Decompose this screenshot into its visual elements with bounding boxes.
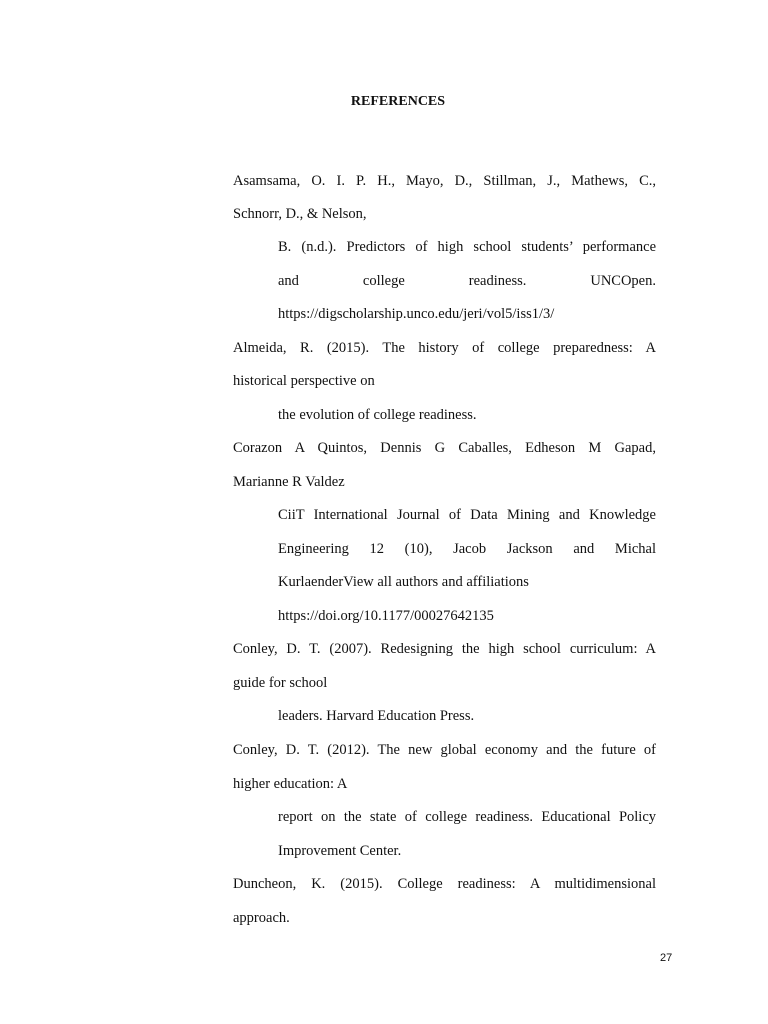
reference-line-8: the evolution of college readiness. — [278, 407, 477, 423]
reference-line-17: leaders. Harvard Education Press. — [278, 708, 475, 724]
reference-line-2: Schnorr, D., & Nelson, — [233, 206, 367, 222]
page-number: 27 — [660, 952, 673, 964]
reference-line-1: Asamsama, O. I. P. H., Mayo, D., Stillman, J., Mathews, C., — [233, 173, 656, 189]
reference-line-23: approach. — [233, 910, 290, 926]
reference-line-14: https://doi.org/10.1177/00027642135 — [278, 608, 494, 624]
reference-line-7: historical perspective on — [233, 373, 375, 389]
reference-line-4: and college readiness. UNCOpen. — [278, 273, 656, 289]
reference-line-6: Almeida, R. (2015). The history of college preparedness: A — [233, 340, 656, 356]
reference-line-20: report on the state of college readiness. Educational Policy — [278, 809, 656, 825]
reference-line-11: CiiT International Journal of Data Mining and Knowledge — [278, 507, 656, 523]
reference-line-19: higher education: A — [233, 776, 348, 792]
reference-line-18: Conley, D. T. (2012). The new global economy and the future of — [233, 742, 656, 758]
reference-line-5: https://digscholarship.unco.edu/jeri/vol5/iss1/3/ — [278, 306, 555, 322]
reference-line-9: Corazon A Quintos, Dennis G Caballes, Edheson M Gapad, — [233, 440, 656, 456]
reference-line-10: Marianne R Valdez — [233, 474, 345, 490]
reference-line-13: KurlaenderView all authors and affiliations — [278, 574, 529, 590]
reference-line-3: B. (n.d.). Predictors of high school students’ performance — [278, 239, 656, 255]
reference-line-16: guide for school — [233, 675, 328, 691]
page-heading: REFERENCES — [350, 94, 446, 109]
reference-line-15: Conley, D. T. (2007). Redesigning the high school curriculum: A — [233, 641, 656, 657]
reference-line-21: Improvement Center. — [278, 843, 402, 859]
reference-line-12: Engineering 12 (10), Jacob Jackson and Michal — [278, 541, 656, 557]
reference-line-22: Duncheon, K. (2015). College readiness: A multidimensional — [233, 876, 656, 892]
